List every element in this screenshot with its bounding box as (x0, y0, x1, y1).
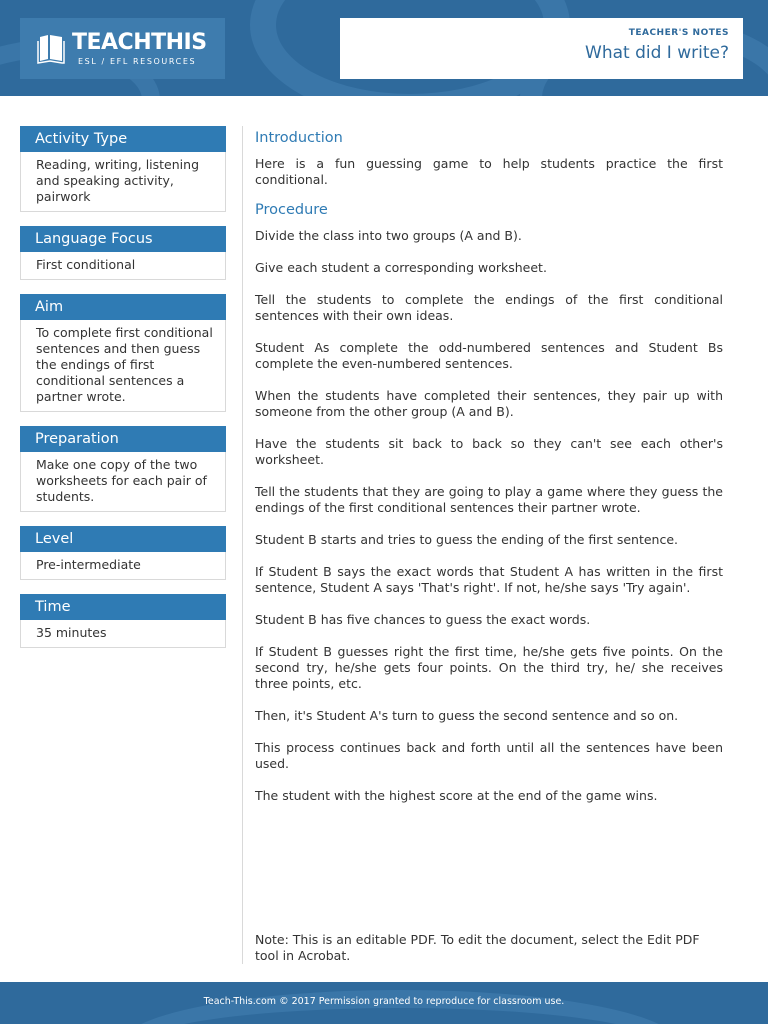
section-heading: Language Focus (20, 226, 226, 252)
section-body: Pre-intermediate (20, 552, 226, 580)
section-heading: Time (20, 594, 226, 620)
main-content (255, 130, 723, 820)
introduction-title: Introduction (255, 130, 343, 146)
procedure-step: This process continues back and forth until all the sentences have been used. (255, 740, 723, 771)
section-body: First conditional (20, 252, 226, 280)
section-heading: Activity Type (20, 126, 226, 152)
section-body: Reading, writing, listening and speaking activity, pairwork (20, 152, 226, 212)
procedure-step: Tell the students that they are going to play a game where they guess the endings of the first conditional sentences their partner wrote. (255, 484, 723, 515)
logo (20, 18, 225, 79)
procedure-step: Give each student a corresponding worksheet. (255, 260, 547, 275)
page-title: What did I write? (585, 43, 729, 63)
copyright-text: Teach-This.com © 2017 Permission granted to reproduce for classroom use. (203, 996, 565, 1007)
logo-tagline: ESL / EFL RESOURCES (78, 57, 197, 66)
level-section (20, 526, 226, 580)
section-heading: Aim (20, 294, 226, 320)
introduction-text: Here is a fun guessing game to help students practice the first conditional. (255, 156, 723, 187)
procedure-step: Tell the students to complete the endings of the first conditional sentences with their own ideas. (255, 292, 723, 323)
page-header (0, 0, 768, 96)
book-logo-icon (36, 33, 66, 65)
section-body: Make one copy of the two worksheets for each pair of students. (20, 452, 226, 512)
procedure-step: When the students have completed their sentences, they pair up with someone from the other group (A and B). (255, 388, 723, 419)
page-footer (0, 982, 768, 1024)
section-heading: Preparation (20, 426, 226, 452)
section-body: To complete first conditional sentences and then guess the endings of first conditional sentences a partner wrote. (20, 320, 226, 412)
procedure-step: If Student B says the exact words that Student A has written in the first sentence, Student A says 'That's right'. If not, he/she says 'Try again'. (255, 564, 723, 595)
section-heading: Level (20, 526, 226, 552)
procedure-step: Then, it's Student A's turn to guess the second sentence and so on. (255, 708, 679, 723)
editable-pdf-note: Note: This is an editable PDF. To edit the document, select the Edit PDF tool in Acrobat. (255, 932, 700, 963)
notes-label: TEACHER'S NOTES (628, 28, 729, 38)
procedure-step: Student B starts and tries to guess the ending of the first sentence. (255, 532, 678, 547)
procedure-step: If Student B guesses right the first time, he/she gets five points. On the second try, he/she gets four points. On the third try, he/ she receives three points, etc. (255, 644, 723, 691)
logo-wordmark: TEACHTHIS (72, 30, 207, 55)
preparation-section (20, 426, 226, 512)
procedure-step: Have the students sit back to back so they can't see each other's worksheet. (255, 436, 723, 467)
column-divider (242, 126, 243, 964)
procedure-step: Divide the class into two groups (A and B). (255, 228, 522, 243)
language-focus-section (20, 226, 226, 280)
title-panel (340, 18, 743, 79)
procedure-step: Student B has five chances to guess the exact words. (255, 612, 591, 627)
section-body: 35 minutes (20, 620, 226, 648)
procedure-step: Student As complete the odd-numbered sentences and Student Bs complete the even-numbered sentences. (255, 340, 723, 371)
procedure-step: The student with the highest score at the end of the game wins. (255, 788, 658, 803)
activity-type-section (20, 126, 226, 212)
sidebar (20, 126, 226, 662)
procedure-title: Procedure (255, 202, 328, 218)
aim-section (20, 294, 226, 412)
time-section (20, 594, 226, 648)
